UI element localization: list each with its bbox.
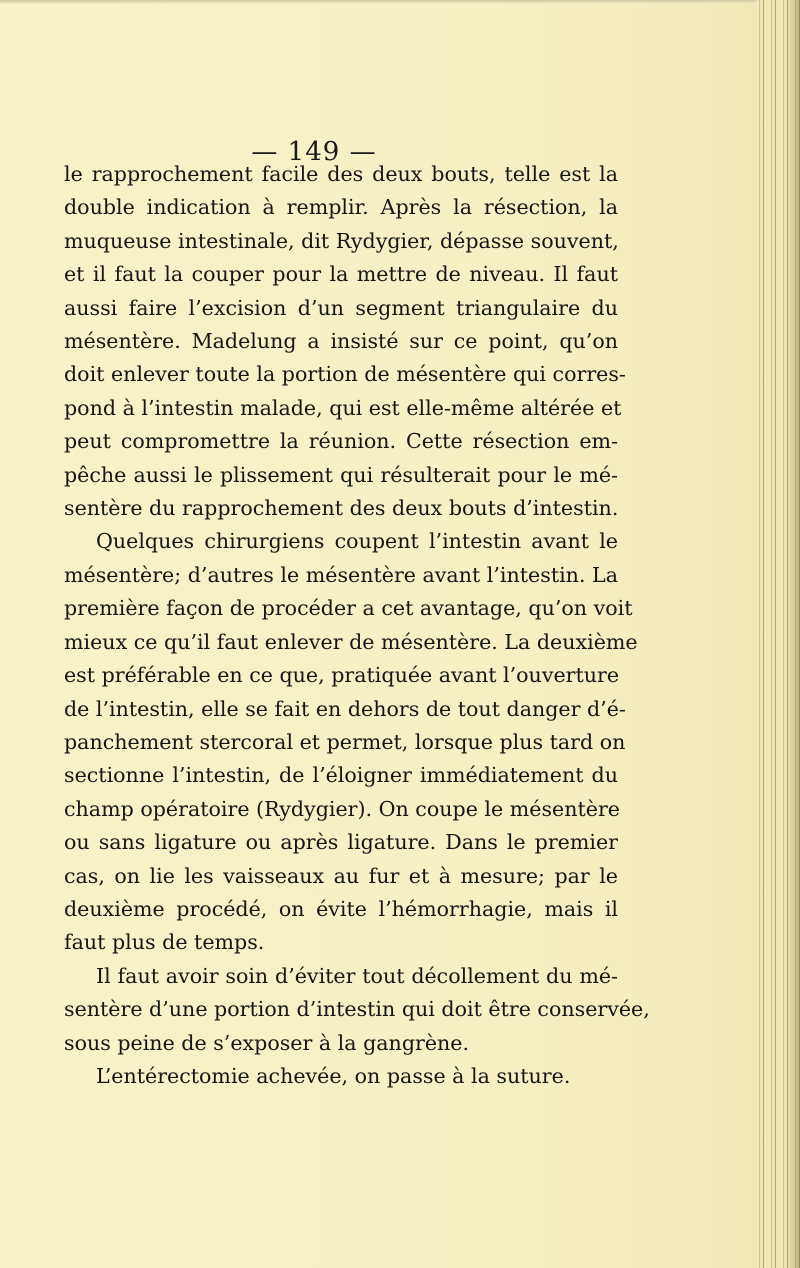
text-line: deuxième procédé, on évite l’hémorrhagie, mais il	[64, 896, 618, 921]
text-line: sentère d’une portion d’intestin qui doit être conservée,	[64, 997, 650, 1022]
text-line: faut plus de temps.	[64, 930, 265, 955]
text-line: est préférable en ce que, pratiquée avant l’ouverture	[64, 663, 620, 688]
text-line: champ opératoire (Rydygier). On coupe le mésentère	[64, 796, 620, 821]
text-line: mieux ce qu’il faut enlever de mésentère. La deuxième	[64, 629, 638, 654]
text-line: première façon de procéder a cet avantage, qu’on voit	[64, 596, 633, 621]
paragraph-4	[64, 1060, 618, 1093]
text-line: sous peine de s’exposer à la gangrène.	[64, 1030, 470, 1055]
text-line: pond à l’intestin malade, qui est elle-même altérée et	[64, 395, 622, 420]
text-line: le rapprochement facile des deux bouts, telle est la	[64, 162, 618, 186]
paragraph-2	[64, 525, 638, 959]
text-line: aussi faire l’excision d’un segment triangulaire du	[64, 295, 618, 320]
text-line: ou sans ligature ou après ligature. Dans le premier	[64, 830, 618, 855]
text-line: L’entérectomie achevée, on passe à la suture.	[96, 1063, 571, 1088]
page-number: — 149 —	[251, 137, 377, 167]
paragraph-3	[64, 960, 650, 1060]
text-line: Il faut avoir soin d’éviter tout décollement du mé-	[96, 963, 618, 988]
gutter-shadow	[786, 0, 800, 1268]
text-line: sentère du rapprochement des deux bouts d’intestin.	[64, 496, 619, 521]
text-line: panchement stercoral et permet, lorsque plus tard on	[64, 729, 626, 754]
text-line: sectionne l’intestin, de l’éloigner immédiatement du	[64, 763, 618, 788]
text-line: double indication à remplir. Après la résection, la	[64, 195, 618, 220]
text-line: mésentère; d’autres le mésentère avant l’intestin. La	[64, 562, 618, 587]
text-line: doit enlever toute la portion de mésentère qui corres-	[64, 362, 626, 387]
text-line: muqueuse intestinale, dit Rydygier, dépasse souvent,	[64, 228, 619, 253]
page-top-edge	[0, 0, 760, 4]
text-line: de l’intestin, elle se fait en dehors de tout danger d’é-	[64, 696, 626, 721]
text-line: mésentère. Madelung a insisté sur ce point, qu’on	[64, 329, 618, 354]
paragraph-1	[64, 158, 626, 525]
body-text	[64, 158, 650, 1093]
text-line: cas, on lie les vaisseaux au fur et à mesure; par le	[64, 863, 618, 888]
text-line: pêche aussi le plissement qui résulterait pour le mé-	[64, 462, 618, 487]
text-line: Quelques chirurgiens coupent l’intestin avant le	[96, 529, 618, 554]
text-line: et il faut la couper pour la mettre de niveau. Il faut	[64, 262, 618, 287]
text-line: peut compromettre la réunion. Cette résection em-	[64, 429, 618, 454]
